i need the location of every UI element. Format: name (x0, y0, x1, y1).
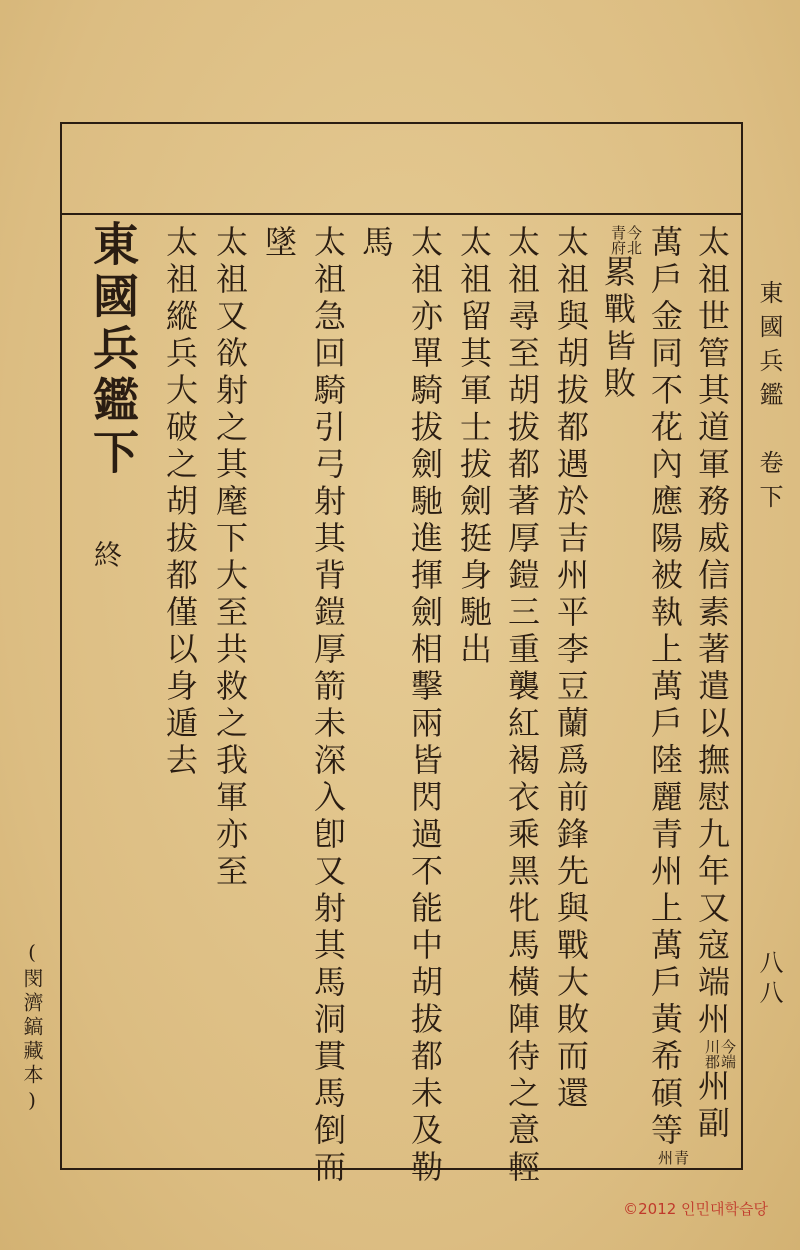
inline-note: 青 州 (656, 1150, 690, 1165)
column-text: 馬 (357, 225, 395, 262)
end-mark: 終 (90, 540, 123, 568)
column-text: 太祖世管其道軍務威信素著遣以撫慰九年又寇端州 (693, 225, 731, 1039)
text-column (306, 225, 350, 1187)
collection-stamp: (閔濟鎬藏本) (20, 940, 44, 1116)
text-column (403, 225, 447, 1187)
column-text-after: 累戰皆敗 (599, 255, 637, 403)
text-column (643, 225, 689, 1165)
column-text: 萬戶金同不花內應陽被執上萬戶陸麗青州上萬戶黃希碩等 (646, 225, 684, 1150)
book-end-title: 東國兵鑑下 (86, 220, 140, 480)
text-column (158, 225, 202, 780)
page-number: 八八 (755, 950, 783, 1010)
text-column (257, 225, 301, 262)
column-text: 太祖又欲射之其麾下大至共救之我軍亦至 (211, 225, 249, 891)
column-text: 太祖留其軍士拔劍挺身馳出 (455, 225, 493, 669)
column-text: 太祖縱兵大破之胡拔都僅以身遁去 (161, 225, 199, 780)
column-text: 太祖急回騎引弓射其背鎧厚箭未深入卽又射其馬洞貫馬倒而 (309, 225, 347, 1187)
column-text-after: 州副 (693, 1069, 731, 1143)
text-column (452, 225, 496, 669)
inline-note: 今端 川郡 (703, 1039, 737, 1069)
text-column (500, 225, 544, 1187)
text-column (549, 225, 593, 1113)
copyright-watermark: ©2012 인민대학습당 (623, 1200, 768, 1218)
header-band (60, 122, 743, 215)
column-text: 太祖尋至胡拔都著厚鎧三重襲紅褐衣乘黑牝馬橫陣待之意輕 (503, 225, 541, 1187)
text-column (208, 225, 252, 891)
inline-note: 今北 青府 (609, 225, 643, 255)
margin-book-title: 東國兵鑑 卷下 (755, 280, 783, 518)
text-column (690, 225, 736, 1143)
column-text: 墜 (260, 225, 298, 262)
text-column (354, 225, 398, 262)
text-column (596, 225, 642, 403)
column-text: 太祖亦單騎拔劍馳進揮劍相擊兩皆閃過不能中胡拔都未及勒 (406, 225, 444, 1187)
column-text: 太祖與胡拔都遇於吉州平李豆蘭爲前鋒先與戰大敗而還 (552, 225, 590, 1113)
